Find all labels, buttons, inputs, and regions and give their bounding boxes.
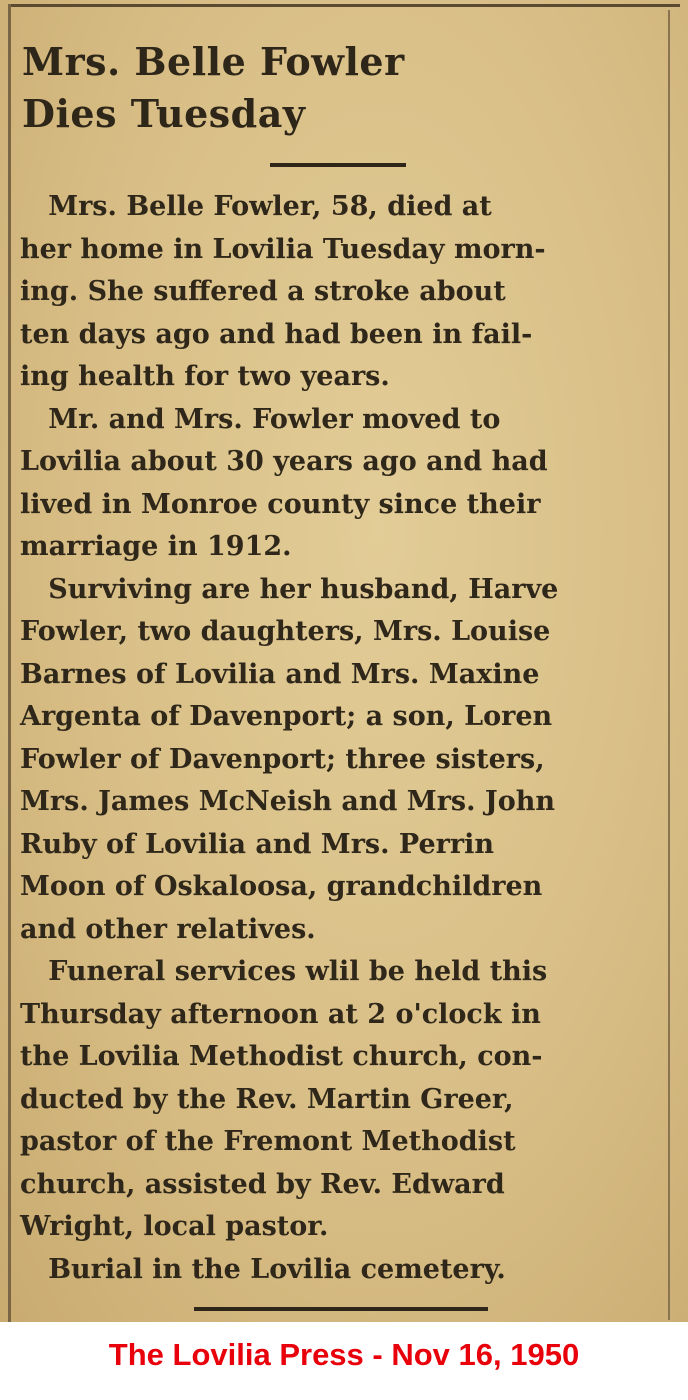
clipping-border-right	[668, 10, 670, 1320]
headline	[22, 36, 622, 140]
headline-line: Dies Tuesday	[22, 91, 306, 136]
article-line: Fowler, two daughters, Mrs. Louise	[20, 616, 551, 647]
headline-line: Mrs. Belle Fowler	[22, 39, 405, 84]
article-line: pastor of the Fremont Methodist	[20, 1126, 516, 1157]
article-line: Lovilia about 30 years ago and had	[20, 446, 548, 477]
source-caption: The Lovilia Press - Nov 16, 1950	[0, 1322, 688, 1400]
article-line: the Lovilia Methodist church, con-	[20, 1041, 543, 1072]
article-line: marriage in 1912.	[20, 531, 292, 562]
article-line: lived in Monroe county since their	[20, 488, 541, 520]
article-line: Barnes of Lovilia and Mrs. Maxine	[20, 658, 540, 690]
article-line: Mrs. Belle Fowler, 58, died at	[20, 191, 492, 222]
article-line: Surviving are her husband, Harve	[20, 573, 559, 605]
article-line: Wright, local pastor.	[20, 1211, 329, 1242]
article-line: ducted by the Rev. Martin Greer,	[20, 1083, 514, 1115]
headline-divider	[270, 163, 406, 167]
article-line: Ruby of Lovilia and Mrs. Perrin	[20, 828, 495, 860]
article-line: Thursday afternoon at 2 o'clock in	[20, 998, 541, 1030]
article-line: and other relatives.	[20, 913, 316, 945]
article-line: Mr. and Mrs. Fowler moved to	[20, 403, 501, 435]
end-divider	[194, 1307, 488, 1311]
article-line: ing health for two years.	[20, 361, 390, 392]
article-line: her home in Lovilia Tuesday morn-	[20, 233, 546, 265]
article-line: Argenta of Davenport; a son, Loren	[20, 701, 553, 732]
article-line: Fowler of Davenport; three sisters,	[20, 743, 545, 775]
article-line: Funeral services wlil be held this	[20, 956, 548, 987]
article-line: Mrs. James McNeish and Mrs. John	[20, 786, 555, 817]
clipping-border-left	[8, 4, 11, 1322]
clipping-border-top	[8, 4, 680, 7]
article-line: Moon of Oskaloosa, grandchildren	[20, 871, 543, 902]
article-line: ing. She suffered a stroke about	[20, 276, 506, 307]
article-line: church, assisted by Rev. Edward	[20, 1168, 505, 1200]
article-line: Burial in the Lovilia cemetery.	[20, 1253, 506, 1285]
article-body	[20, 186, 660, 1291]
article-line: ten days ago and had been in fail-	[20, 318, 533, 350]
